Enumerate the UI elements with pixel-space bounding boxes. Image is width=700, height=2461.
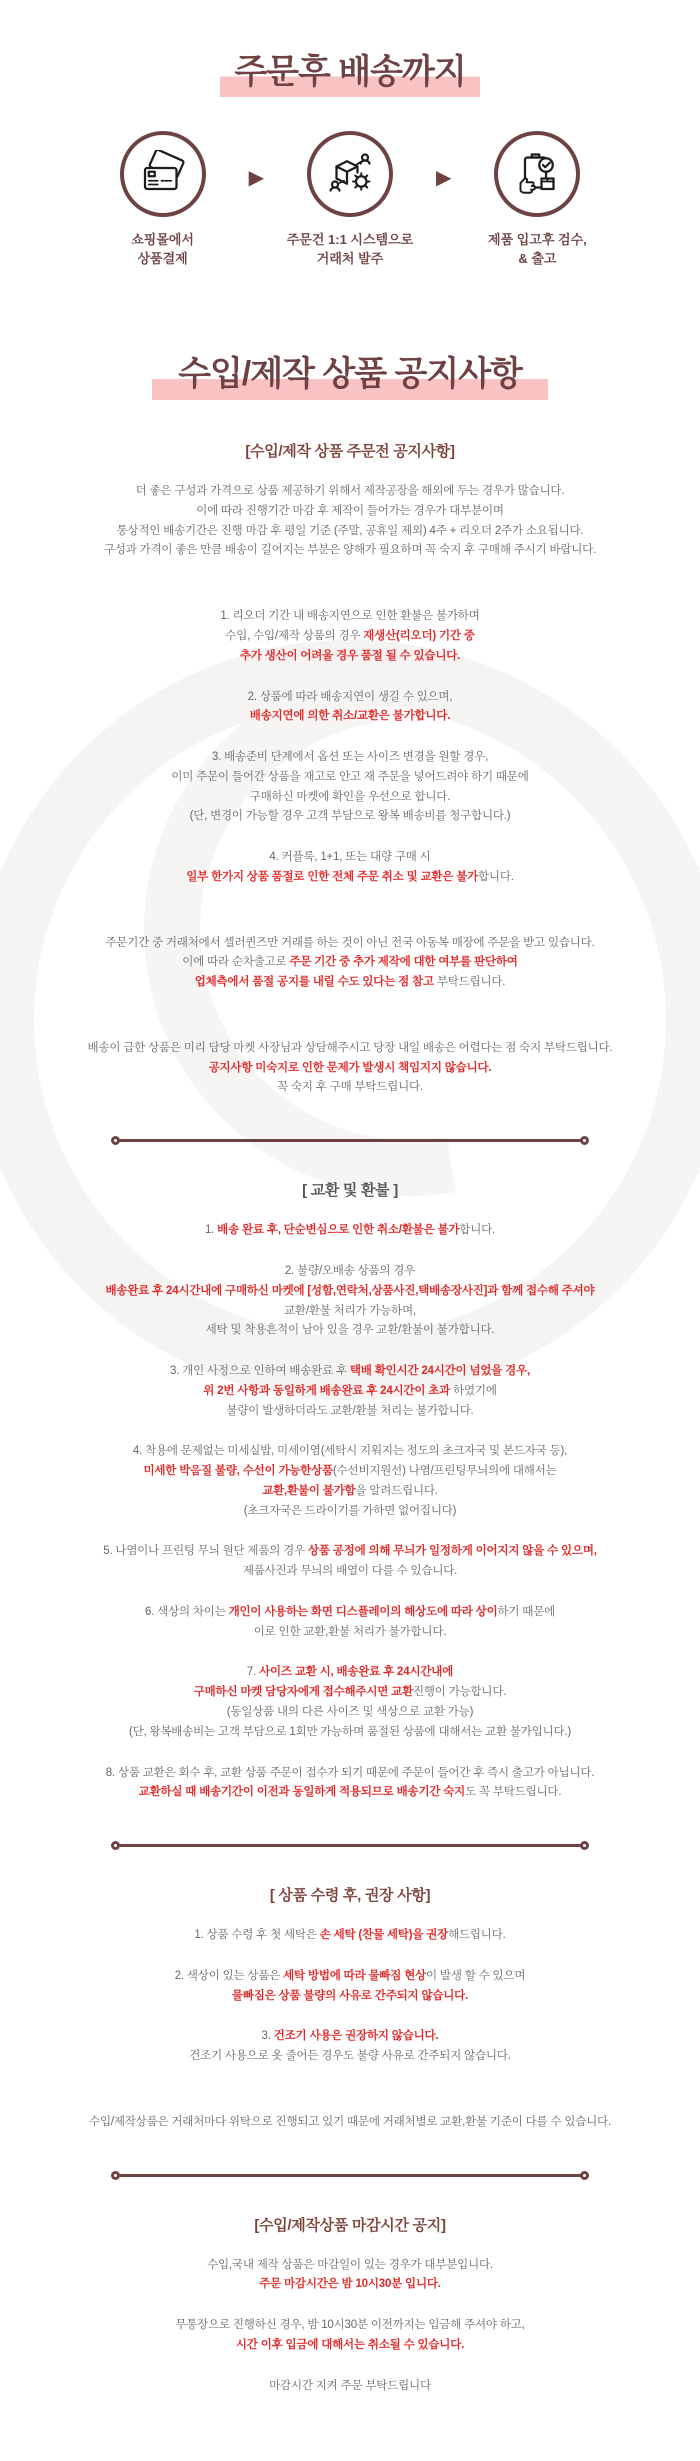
step-label-line1: 제품 입고후 검수, xyxy=(488,232,587,248)
section-divider xyxy=(111,2171,589,2180)
body-text: 세탁 및 착용흔적이 남아 있을 경우 교환/환불이 불가합니다. xyxy=(205,1324,495,1337)
notice-paragraph xyxy=(40,2256,660,2296)
process-step-order-system xyxy=(264,131,436,267)
divider-end-dot xyxy=(580,1841,589,1850)
title-highlight: 주문후 배송까지 xyxy=(220,52,479,97)
body-text: 2. 색상이 있는 상품은 xyxy=(174,1969,284,1982)
body-text: (초크자국은 드라이기를 가하면 없어집니다) xyxy=(243,1504,457,1517)
warning-text: 세탁 방법에 따라 물빠짐 현상 xyxy=(283,1969,427,1982)
body-text: 배송이 급한 상품은 미리 담당 마켓 사장님과 상담해주시고 당장 내일 배송은 어렵다는 점 숙지 부탁드립니다. xyxy=(87,1041,613,1054)
warning-text: 교환하실 때 배송기간이 이전과 동일하게 적용되므로 배송기간 숙지 xyxy=(138,1786,466,1799)
body-text: (단, 왕복배송비는 고객 부담으로 1회만 가능하며 품절된 상품에 대해서는 교환 불가입니다.) xyxy=(128,1725,572,1738)
warning-text: 주문 마감시간은 밤 10시30분 입니다. xyxy=(259,2278,441,2291)
warning-text: 배송완료 후 24시간내에 구매하신 마켓에 [성함,연락처,상품사진,택배송장사진]과 함께 접수해 주셔야 xyxy=(105,1284,595,1297)
notice-paragraph xyxy=(40,2113,660,2133)
notice-paragraph xyxy=(40,1764,660,1804)
body-text: 이에 따라 진행기간 마감 후 제작이 들어가는 경우가 대부분이며 xyxy=(196,504,504,517)
body-text: 3. xyxy=(261,2030,274,2043)
body-text: 주문기간 중 거래처에서 셀러퀸즈만 거래를 하는 것이 아닌 전국 아동복 매장에 주문을 받고 있습니다. xyxy=(105,936,595,949)
title-highlight: 수입/제작 상품 공지사항 xyxy=(152,354,548,400)
step-label xyxy=(287,231,413,267)
body-text: 8. 상품 교환은 회수 후, 교환 상품 주문이 접수가 되기 때문에 주문이 들어간 후 즉시 출고가 아닙니다. xyxy=(105,1766,595,1779)
notice-paragraph xyxy=(40,1542,660,1582)
warning-text: 시간 이후 입금에 대해서는 취소될 수 있습니다. xyxy=(235,2338,465,2351)
divider-line xyxy=(119,1844,581,1847)
warning-text: 위 2번 사항과 동일하게 배송완료 후 24시간이 초과 xyxy=(203,1384,451,1397)
notice-paragraph xyxy=(40,1362,660,1421)
warning-text: 건조기 사용은 권장하지 않습니다. xyxy=(273,2030,439,2043)
notice-paragraph xyxy=(40,1221,660,1241)
body-text: 불량이 발생하더라도 교환/환불 처리는 불가합니다. xyxy=(226,1404,474,1417)
notice-sections xyxy=(0,440,700,2396)
body-text: 이에 따라 순차출고로 xyxy=(182,956,290,969)
body-text: 구성과 가격이 좋은 만큼 배송이 길어지는 부분은 양해가 필요하며 꼭 숙지 후 구매해 주시기 바랍니다. xyxy=(103,544,597,557)
warning-text: 택배 확인시간 24시간이 넘었을 경우, xyxy=(349,1365,530,1378)
warning-text: 물빠짐은 상품 불량의 사유로 간주되지 않습니다. xyxy=(231,1989,469,2002)
body-text: 통상적인 배송기간은 진행 마감 후 평일 기준 (주말, 공휴일 제외) 4주 + 리오더 2주가 소요됩니다. xyxy=(116,524,584,537)
body-text: 1. 리오더 기간 내 배송지연으로 인한 환불은 불가하며 xyxy=(220,610,480,623)
notice-section xyxy=(0,440,700,1098)
step-label-line1: 쇼핑몰에서 xyxy=(131,232,194,248)
body-text: 수입/제작상품은 거래처마다 위탁으로 진행되고 있기 때문에 거래처별로 교환,환불 기준이 다를 수 있습니다. xyxy=(89,2115,611,2128)
notice-paragraph xyxy=(40,1926,660,1946)
body-text: 구매하신 마켓에 확인을 우선으로 합니다. xyxy=(249,790,451,803)
body-text: 을 알려드립니다. xyxy=(355,1484,438,1497)
order-system-icon xyxy=(326,150,374,198)
warning-text: 손 세탁 (찬물 세탁)을 권장 xyxy=(319,1929,449,1942)
warning-text: 교환,환불이 불가함 xyxy=(262,1484,356,1497)
divider-end-dot xyxy=(580,2171,589,2180)
notice-paragraph xyxy=(40,848,660,888)
body-text: 꼭 숙지 후 구매 부탁드립니다. xyxy=(277,1081,423,1094)
notice-section xyxy=(0,1884,700,2133)
body-text: 합니다. xyxy=(459,1224,496,1237)
notice-paragraph xyxy=(40,1262,660,1341)
import-production-notice-title xyxy=(0,354,700,400)
process-flow xyxy=(0,131,700,267)
process-step-inspection xyxy=(451,131,623,267)
body-text: 진행이 가능합니다. xyxy=(412,1686,507,1699)
notice-paragraph xyxy=(40,1442,660,1521)
flow-arrow-icon: ▶ xyxy=(248,167,264,190)
body-text: 2. 상품에 따라 배송지연이 생길 수 있으며, xyxy=(247,690,453,703)
body-text: 3. 배송준비 단계에서 옵션 또는 사이즈 변경을 원할 경우, xyxy=(211,751,489,764)
notice-section xyxy=(0,1179,700,1803)
warning-text: 공지사항 미숙지로 인한 문제가 발생시 책임지지 않습니다. xyxy=(208,1061,492,1074)
section-heading: [ 상품 수령 후, 권장 사항] xyxy=(269,1887,431,1905)
body-text: 하였기에 xyxy=(450,1384,497,1397)
body-text: 마감시간 지켜 주문 부탁드립니다 xyxy=(269,2379,431,2392)
body-text: 무통장으로 진행하신 경우, 밤 10시30분 이전까지는 입금해 주셔야 하고, xyxy=(175,2319,525,2332)
body-text: 이미 주문이 들어간 상품을 재고로 안고 재 주문을 넣어드려야 하기 때문에 xyxy=(171,770,529,783)
notice-paragraph xyxy=(40,2377,660,2397)
body-text: 더 좋은 구성과 가격으로 상품 제공하기 위해서 제작공장을 해외에 두는 경우가 많습니다. xyxy=(135,485,565,498)
body-text: 이로 인한 교환,환불 처리가 불가합니다. xyxy=(253,1625,447,1638)
page-content xyxy=(0,52,700,2461)
notice-paragraph xyxy=(40,2027,660,2067)
body-text: 제품사진과 무늬의 배열이 다를 수 있습니다. xyxy=(242,1565,458,1578)
body-text: 교환/환불 처리가 가능하며, xyxy=(284,1304,416,1317)
warning-text: 추가 생산이 어려울 경우 품절 될 수 있습니다. xyxy=(239,649,461,662)
body-text: (단, 변경이 가능할 경우 고객 부담으로 왕복 배송비를 청구합니다.) xyxy=(189,810,511,823)
body-text: 이 발생 할 수 있으며 xyxy=(426,1969,526,1982)
body-text: 부탁드립니다. xyxy=(436,976,506,989)
step-circle xyxy=(494,131,580,217)
warning-text: 사이즈 교환 시, 배송완료 후 24시간내에 xyxy=(259,1666,454,1679)
notice-paragraph xyxy=(40,1663,660,1742)
notice-paragraph xyxy=(40,1603,660,1643)
notice-paragraph xyxy=(40,934,660,993)
body-text: 3. 개인 사정으로 인하여 배송완료 후 xyxy=(170,1365,350,1378)
process-step-payment xyxy=(77,131,249,267)
body-text: 1. 상품 수령 후 첫 세탁은 xyxy=(194,1929,320,1942)
body-text: 4. 착용에 문제없는 미세실밥, 미세이염(세탁시 지워지는 정도의 초크자국 및 본드자국 등), xyxy=(132,1445,568,1458)
step-label-line1: 주문건 1:1 시스템으로 xyxy=(286,232,414,248)
step-label-line2: 상품결제 xyxy=(137,250,188,266)
body-text: 4. 커플룩, 1+1, 또는 대량 구매 시 xyxy=(269,851,431,864)
step-label xyxy=(131,231,194,267)
body-text: 해드립니다. xyxy=(448,1929,506,1942)
notice-paragraph xyxy=(40,688,660,728)
inspection-shipping-icon xyxy=(513,150,561,198)
section-heading: [수입/제작 상품 주문전 공지사항] xyxy=(245,443,455,461)
warning-text: 업체측에서 품절 공지를 내릴 수도 있다는 점 참고 xyxy=(194,976,437,989)
body-text: 5. 나염이나 프린팅 무늬 원단 제품의 경우 xyxy=(103,1545,308,1558)
body-text: 수입,국내 제작 상품은 마감일이 있는 경우가 대부분입니다. xyxy=(207,2258,493,2271)
body-text: 합니다. xyxy=(478,870,514,883)
warning-text: 배송지연에 의한 취소/교환은 불가합니다. xyxy=(249,710,451,723)
warning-text: 구매하신 마켓 담당자에게 접수해주시면 교환 xyxy=(193,1686,413,1699)
body-text: 6. 색상의 차이는 xyxy=(144,1605,229,1618)
section-divider xyxy=(111,1841,589,1850)
section-heading: [ 교환 및 환불 ] xyxy=(302,1182,398,1200)
body-text: 도 꼭 부탁드립니다. xyxy=(465,1786,562,1799)
credit-card-payment-icon xyxy=(139,150,187,198)
warning-text: 개인이 사용하는 화면 디스플레이의 해상도에 따라 상이 xyxy=(228,1605,498,1618)
divider-line xyxy=(119,1139,581,1142)
order-to-shipping-title xyxy=(0,52,700,97)
warning-text: 주문 기간 중 추가 제작에 대한 여부를 판단하여 xyxy=(289,956,518,969)
warning-text: 배송 완료 후, 단순변심으로 인한 취소/환불은 불가 xyxy=(217,1224,460,1237)
step-label xyxy=(488,231,587,267)
notice-paragraph xyxy=(40,1967,660,2007)
step-label-line2: & 출고 xyxy=(518,250,557,266)
step-circle xyxy=(307,131,393,217)
body-text: (수선비지원선) 나염/프린팅무늬의에 대해서는 xyxy=(333,1465,557,1478)
notice-paragraph xyxy=(40,1039,660,1098)
body-text: 하기 때문에 xyxy=(497,1605,556,1618)
step-circle xyxy=(120,131,206,217)
bottom-spacer xyxy=(0,2397,700,2461)
flow-arrow-icon: ▶ xyxy=(436,167,452,190)
notice-paragraph xyxy=(40,607,660,666)
step-label-line2: 거래처 발주 xyxy=(316,250,384,266)
divider-end-dot xyxy=(580,1136,589,1145)
warning-text: 일부 한가지 상품 품절로 인한 전체 주문 취소 및 교환은 불가 xyxy=(186,870,479,883)
section-divider xyxy=(111,1136,589,1145)
body-text: 수입, 수입/제작 상품의 경우 xyxy=(225,629,364,642)
warning-text: 재생산(리오더) 기간 중 xyxy=(363,629,475,642)
notice-section xyxy=(0,2214,700,2397)
notice-paragraph xyxy=(40,748,660,827)
notice-paragraph xyxy=(40,482,660,561)
body-text: 7. xyxy=(246,1666,260,1679)
body-text: 1. xyxy=(204,1224,218,1237)
body-text: 건조기 사용으로 옷 줄어든 경우도 불량 사유로 간주되지 않습니다. xyxy=(189,2050,511,2063)
body-text: 2. 불량/오배송 상품의 경우 xyxy=(284,1265,416,1277)
body-text: (동일상품 내의 다른 사이즈 및 색상으로 교환 가능) xyxy=(226,1706,474,1719)
section-heading: [수입/제작상품 마감시간 공지] xyxy=(254,2216,446,2234)
notice-paragraph xyxy=(40,2316,660,2356)
warning-text: 상품 공정에 의해 무늬가 일정하게 이어지지 않을 수 있으며, xyxy=(307,1545,597,1558)
warning-text: 미세한 박음질 불량, 수선이 가능한상품 xyxy=(143,1465,333,1478)
divider-line xyxy=(119,2174,581,2177)
